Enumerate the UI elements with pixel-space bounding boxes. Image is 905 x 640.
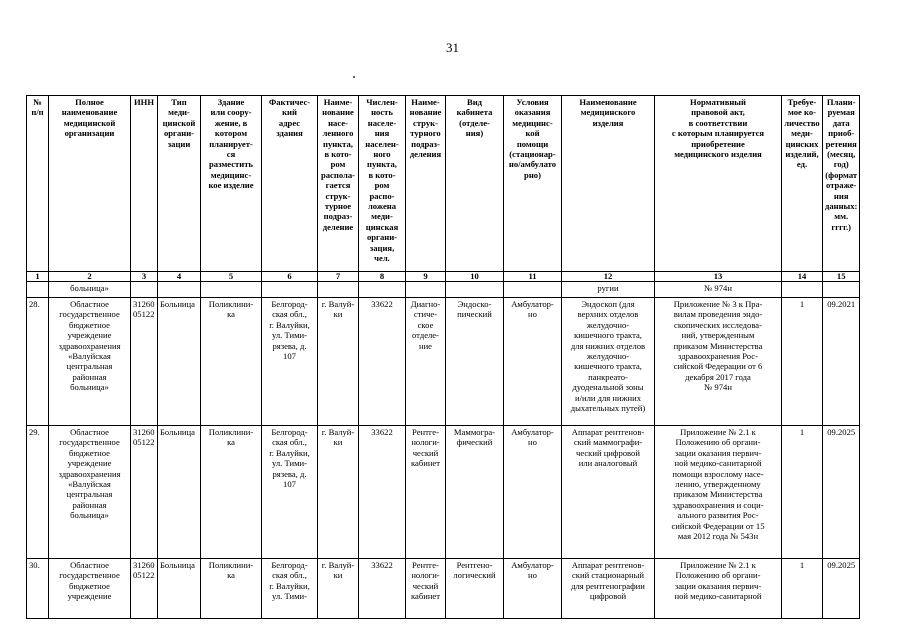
settlement-cell: г. Валуй- ки (318, 559, 359, 619)
settlement-cell: г. Валуй- ки (318, 426, 359, 559)
stray-mark (353, 76, 355, 78)
table-row (27, 298, 860, 426)
qty-cell: 1 (782, 298, 823, 426)
device-cell: Эндоскоп (для верхних отделов желудочно- кишечного тракта, для нижних отделов желудочно- кишечного тракта, панкреато- дуоденальной зоны и/или для нижних дыхательных путей) (562, 298, 655, 426)
header-address: Фактичес- кий адрес здания (262, 96, 318, 272)
colnum: 8 (359, 272, 406, 282)
colnum: 6 (262, 272, 318, 282)
column-number-row (27, 272, 860, 282)
building-cell: Поликлини- ка (201, 559, 262, 619)
header-qty: Требуе- мое ко- личество меди- цинских изделий, ед. (782, 96, 823, 272)
colnum: 14 (782, 272, 823, 282)
type-cell: Больница (158, 559, 201, 619)
date-cell: 09.2025 (823, 559, 860, 619)
room-cell: Маммогра- фический (446, 426, 504, 559)
colnum: 15 (823, 272, 860, 282)
header-org: Полное наименование медицинской организации (49, 96, 131, 272)
population-cell: 33622 (359, 298, 406, 426)
colnum: 7 (318, 272, 359, 282)
header-unit: Наиме- нование струк- турного подраз- деления (406, 96, 446, 272)
qty-cell: 1 (782, 426, 823, 559)
act-cell: Приложение № 2.1 к Положению об органи- зации оказания первич- ной медико-санитарной помощи взрослому насе- лению, утвержденному приказом Министерства здравоохранения и соци- ального развития Рос- сийской Федерации от 15 мая 2012 года № 543н (655, 426, 782, 559)
act-cell: Приложение № 3 к Пра- вилам проведения эндо- скопических исследова- ний, утвержденным приказом Министерства здравоохранения Рос- сийской Федерации от 6 декабря 2017 года № 974н (655, 298, 782, 426)
header-inn: ИНН (131, 96, 158, 272)
header-act: Нормативный правовой акт, в соответствии с которым планируется приобретение медицинского изделия (655, 96, 782, 272)
header-population: Числен- ность населе- ния населен- ного пункта, в кото- ром распо- ложена меди- цинская органи- зация, чел. (359, 96, 406, 272)
table-row (27, 559, 860, 619)
type-cell: Больница (158, 298, 201, 426)
colnum: 9 (406, 272, 446, 282)
page-number: 31 (446, 40, 459, 55)
population-cell: 33622 (359, 559, 406, 619)
conditions-cell: Амбулатор- но (504, 298, 562, 426)
device-cell: Аппарат рентгенов- ский маммографи- ческий цифровой или аналоговый (562, 426, 655, 559)
conditions-cell: Амбулатор- но (504, 426, 562, 559)
header-row (27, 96, 860, 272)
population-cell: 33622 (359, 426, 406, 559)
header-device: Наименование медицинского изделия (562, 96, 655, 272)
date-cell: 09.2025 (823, 426, 860, 559)
header-conditions: Условия оказания медицинс- кой помощи (стационар- но/амбулато рно) (504, 96, 562, 272)
org-cell: больница» (49, 282, 131, 298)
unit-cell: Рентге- нологи- ческий кабинет (406, 559, 446, 619)
building-cell: Поликлини- ка (201, 298, 262, 426)
room-cell: Рентгено- логический (446, 559, 504, 619)
building-cell: Поликлини- ка (201, 426, 262, 559)
org-cell: Областное государственное бюджетное учреждение здравоохранения «Валуйская центральная районная больница» (49, 298, 131, 426)
inn-cell: 31260 05122 (131, 426, 158, 559)
colnum: 11 (504, 272, 562, 282)
header-building: Здание или соору- жение, в котором планирует- ся разместить медицинс- кое изделие (201, 96, 262, 272)
colnum: 13 (655, 272, 782, 282)
device-cell: Аппарат рентгенов- ский стационарный для рентгенографии цифровой (562, 559, 655, 619)
org-cell: Областное государственное бюджетное учреждение (49, 559, 131, 619)
medical-equipment-table (26, 95, 860, 619)
device-cell: ругии (562, 282, 655, 298)
unit-cell: Рентге- нологи- ческий кабинет (406, 426, 446, 559)
num-cell: 30. (27, 559, 49, 619)
act-cell: № 974н (655, 282, 782, 298)
inn-cell: 31260 05122 (131, 298, 158, 426)
conditions-cell: Амбулатор- но (504, 559, 562, 619)
org-cell: Областное государственное бюджетное учреждение здравоохранения «Валуйская центральная районная больница» (49, 426, 131, 559)
header-date: Плани- руемая дата приоб- ретения (месяц, год) (формат отраже- ния данных: мм. гггг.) (823, 96, 860, 272)
header-num: № п/п (27, 96, 49, 272)
address-cell: Белгород- ская обл., г. Валуйки, ул. Тими- рязева, д. 107 (262, 426, 318, 559)
num-cell: 28. (27, 298, 49, 426)
act-cell: Приложение № 2.1 к Положению об органи- зации оказания первич- ной медико-санитарной (655, 559, 782, 619)
colnum: 12 (562, 272, 655, 282)
colnum: 2 (49, 272, 131, 282)
unit-cell: Диагно- стиче- ское отделе- ние (406, 298, 446, 426)
continuation-row (27, 282, 860, 298)
colnum: 10 (446, 272, 504, 282)
colnum: 5 (201, 272, 262, 282)
num-cell: 29. (27, 426, 49, 559)
header-type: Тип меди- цинской органи- зации (158, 96, 201, 272)
address-cell: Белгород- ская обл., г. Валуйки, ул. Тими- рязева, д. 107 (262, 298, 318, 426)
room-cell: Эндоско- пический (446, 298, 504, 426)
inn-cell: 31260 05122 (131, 559, 158, 619)
colnum: 3 (131, 272, 158, 282)
date-cell: 09.2021 (823, 298, 860, 426)
header-room: Вид кабинета (отделе- ния) (446, 96, 504, 272)
table-row (27, 426, 860, 559)
header-settlement: Наиме- нование насе- ленного пункта, в кото- ром располa- гается струк- турное подраз- деление (318, 96, 359, 272)
settlement-cell: г. Валуй- ки (318, 298, 359, 426)
colnum: 1 (27, 272, 49, 282)
colnum: 4 (158, 272, 201, 282)
qty-cell: 1 (782, 559, 823, 619)
address-cell: Белгород- ская обл., г. Валуйки, ул. Тими- (262, 559, 318, 619)
type-cell: Больница (158, 426, 201, 559)
